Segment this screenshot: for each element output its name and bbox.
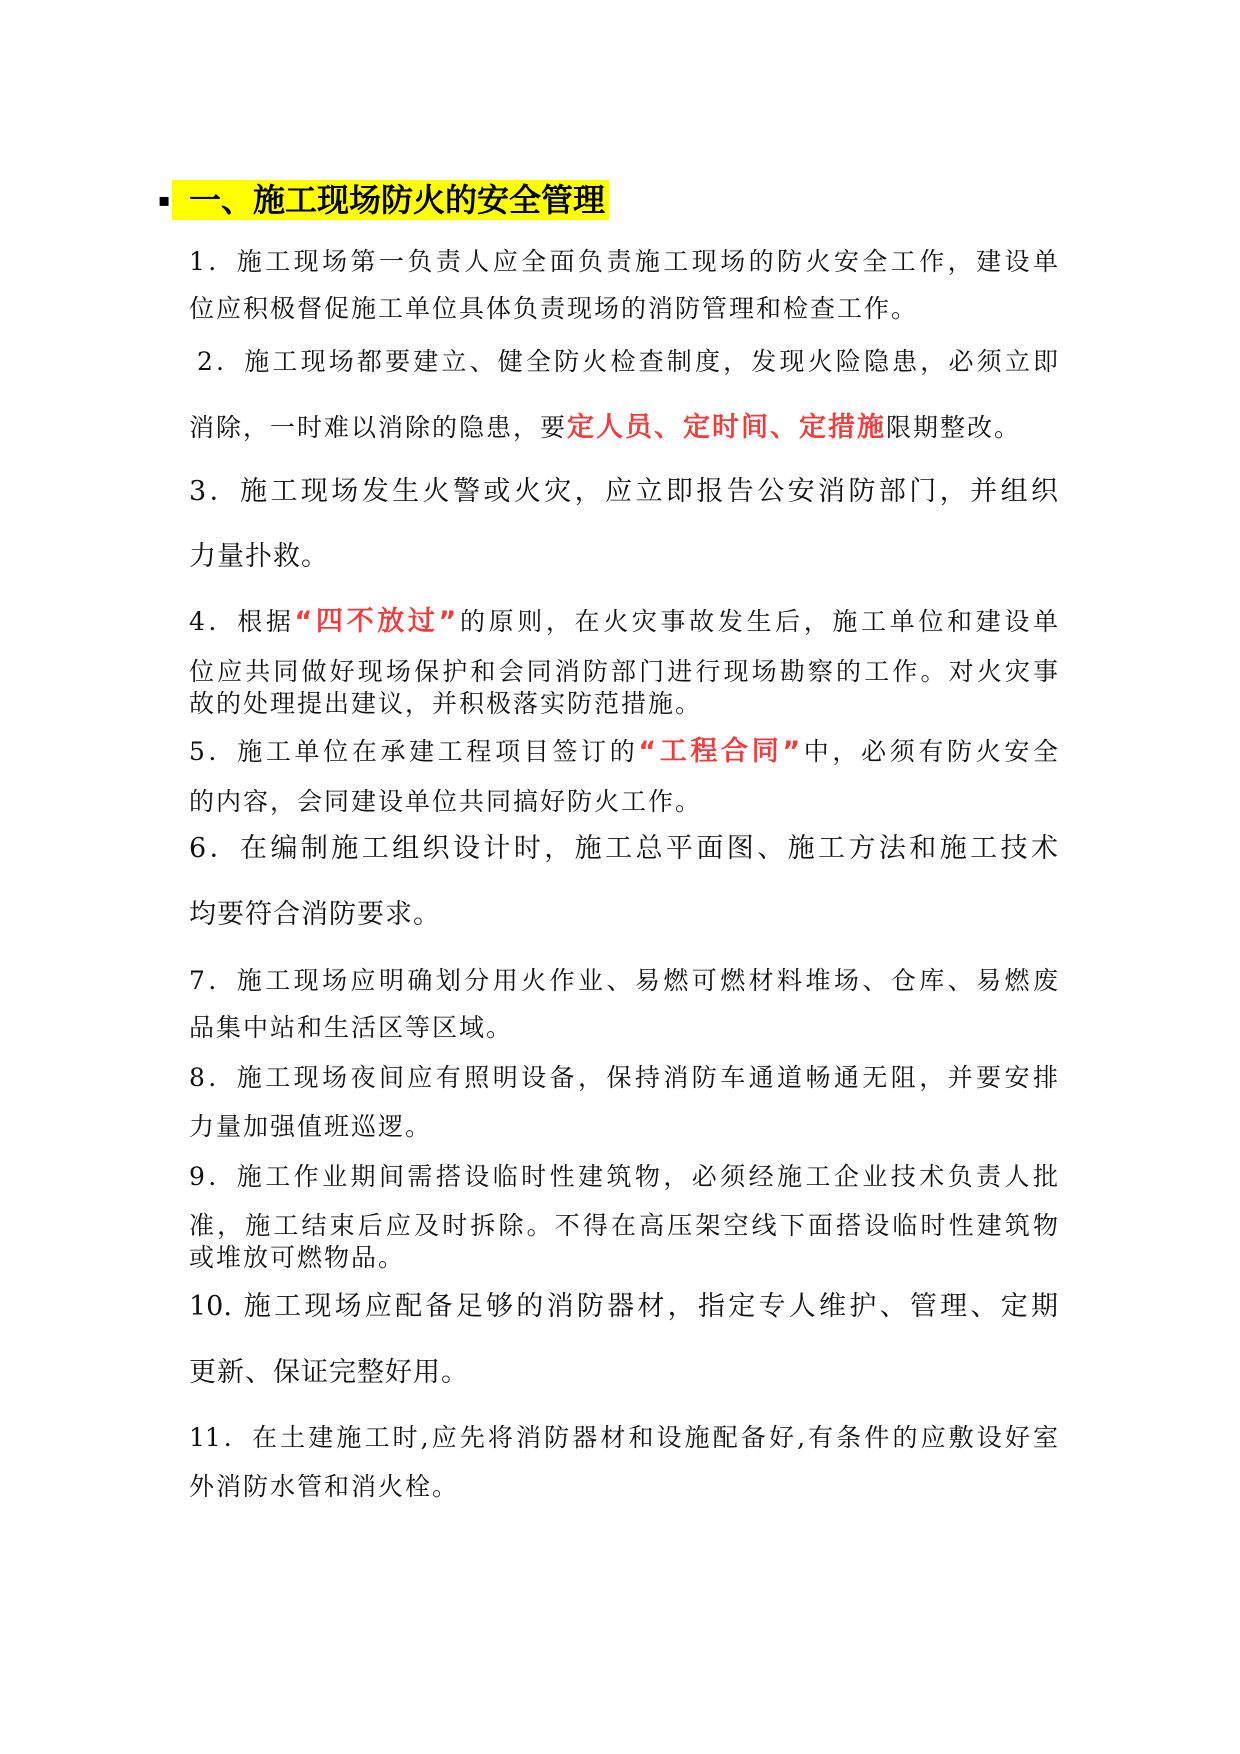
line-text: 中，必须有防火安全 [800,737,1058,766]
item-8-line-2: 力量加强值班巡逻。 [189,1112,433,1141]
item-6-line-2: 均要符合消防要求。 [189,899,441,930]
emphasis-text: 定人员、定时间、定措施 [567,412,887,443]
emphasis-text: “四不放过” [294,606,457,637]
line-text: 消除，一时难以消除的隐患，要 [189,413,568,442]
item-7-line-2: 品集中站和生活区等区域。 [189,1013,514,1042]
item-11-line-1: 11．在土建施工时,应先将消防器材和设施配备好,有条件的应敷设好室 [189,1423,1058,1452]
item-3-line-2: 力量扑救。 [189,541,329,572]
item-4-line-3: 故的处理提出建议，并积极落实防范措施。 [189,689,703,718]
item-9-line-1: 9．施工作业期间需搭设临时性建筑物，必须经施工企业技术负责人批 [189,1162,1058,1191]
item-4-line-2: 位应共同做好现场保护和会同消防部门进行现场勘察的工作。对火灾事 [189,657,1058,686]
line-text: 5．施工单位在承建工程项目签订的 [189,737,639,766]
item-10-line-1: 10. 施工现场应配备足够的消防器材，指定专人维护、管理、定期 [189,1291,1058,1322]
section-heading: 一、施工现场防火的安全管理 [172,180,609,220]
item-7-line-1: 7．施工现场应明确划分用火作业、易燃可燃材料堆场、仓库、易燃废 [189,966,1058,995]
heading-bullet: ▪ [158,190,171,211]
item-1-line-1: 1．施工现场第一负责人应全面负责施工现场的防火安全工作，建设单 [189,247,1058,276]
item-8-line-1: 8．施工现场夜间应有照明设备，保持消防车通道畅通无阻，并要安排 [189,1063,1058,1092]
item-11-line-2: 外消防水管和消火栓。 [189,1472,460,1501]
line-text: 限期整改。 [886,413,1022,442]
item-1-line-2: 位应积极督促施工单位具体负责现场的消防管理和检查工作。 [189,294,919,323]
item-5-line-1 [189,734,1058,770]
line-text: 4．根据 [189,607,295,636]
item-10-line-2: 更新、保证完整好用。 [189,1357,469,1388]
item-3-line-1: 3．施工现场发生火警或火灾，应立即报告公安消防部门，并组织 [189,476,1058,507]
line-text: 的原则，在火灾事故发生后，施工单位和建设单 [456,607,1059,636]
item-9-line-2: 准，施工结束后应及时拆除。不得在高压架空线下面搭设临时性建筑物 [189,1211,1058,1240]
item-4-line-1 [189,604,1058,640]
emphasis-text: “工程合同” [638,736,801,767]
item-2-line-2 [189,410,1058,446]
item-5-line-2: 的内容，会同建设单位共同搞好防火工作。 [189,787,703,816]
item-2-line-1: 2．施工现场都要建立、健全防火检查制度，发现火险隐患，必须立即 [197,347,1058,376]
item-6-line-1: 6．在编制施工组织设计时，施工总平面图、施工方法和施工技术 [189,833,1058,864]
item-9-line-3: 或堆放可燃物品。 [189,1243,406,1272]
